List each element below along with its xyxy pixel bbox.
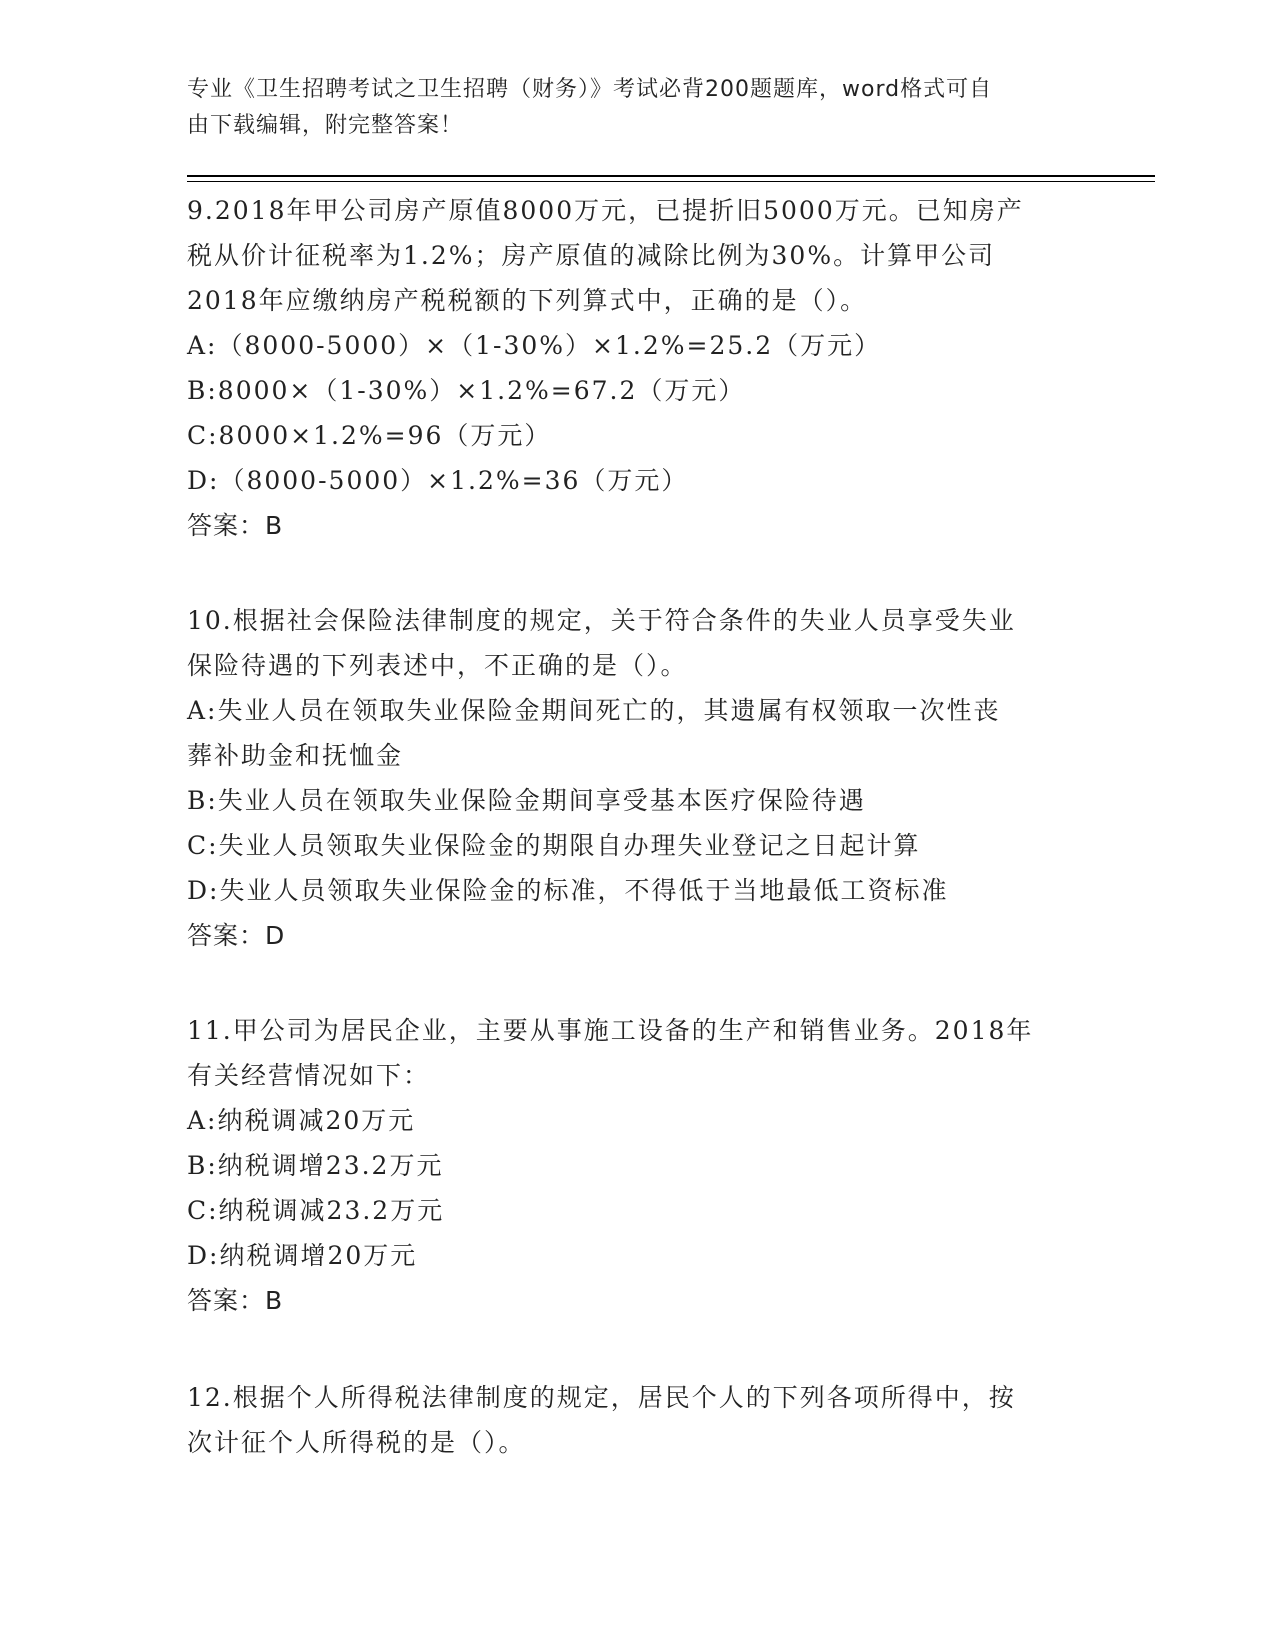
answer: 答案：B xyxy=(187,1286,284,1315)
option-d: D:纳税调增20万元 xyxy=(187,1241,418,1270)
option-a: A:（8000-5000）×（1-30%）×1.2%=25.2（万元） xyxy=(187,331,882,360)
option-a: A:纳税调减20万元 xyxy=(187,1106,416,1135)
answer: 答案：B xyxy=(187,511,284,540)
question-stem-line: 9.2018年甲公司房产原值8000万元，已提折旧5000万元。已知房产 xyxy=(187,196,1024,225)
header-title-line-1: 专业《卫生招聘考试之卫生招聘（财务）》考试必背200题题库，word格式可自 xyxy=(187,77,993,102)
question-11 xyxy=(187,1008,1087,1323)
question-12 xyxy=(187,1375,1087,1465)
question-stem-line: 10.根据社会保险法律制度的规定，关于符合条件的失业人员享受失业 xyxy=(187,606,1016,635)
option-c: C:8000×1.2%=96（万元） xyxy=(187,421,552,450)
header-title-line-2: 由下载编辑，附完整答案！ xyxy=(187,113,464,138)
answer: 答案：D xyxy=(187,921,286,950)
question-stem-line: 次计征个人所得税的是（）。 xyxy=(187,1428,526,1457)
option-d: D:（8000-5000）×1.2%=36（万元） xyxy=(187,466,689,495)
question-stem-line: 11.甲公司为居民企业，主要从事施工设备的生产和销售业务。2018年 xyxy=(187,1016,1034,1045)
option-d: D:失业人员领取失业保险金的标准，不得低于当地最低工资标准 xyxy=(187,876,949,905)
option-b: B:失业人员在领取失业保险金期间享受基本医疗保险待遇 xyxy=(187,786,866,815)
option-a-continued: 葬补助金和抚恤金 xyxy=(187,741,404,770)
option-a: A:失业人员在领取失业保险金期间死亡的，其遗属有权领取一次性丧 xyxy=(187,696,1001,725)
question-9 xyxy=(187,188,1087,548)
question-stem-line: 2018年应缴纳房产税税额的下列算式中，正确的是（）。 xyxy=(187,286,868,315)
option-b: B:8000×（1-30%）×1.2%=67.2（万元） xyxy=(187,376,746,405)
option-c: C:失业人员领取失业保险金的期限自办理失业登记之日起计算 xyxy=(187,831,921,860)
option-c: C:纳税调减23.2万元 xyxy=(187,1196,445,1225)
question-stem-line: 有关经营情况如下： xyxy=(187,1061,431,1090)
option-b: B:纳税调增23.2万元 xyxy=(187,1151,444,1180)
question-stem-line: 12.根据个人所得税法律制度的规定，居民个人的下列各项所得中，按 xyxy=(187,1383,1016,1412)
question-10 xyxy=(187,598,1087,958)
document-header xyxy=(187,72,1067,144)
header-divider-thin xyxy=(187,181,1155,182)
question-stem-line: 保险待遇的下列表述中，不正确的是（）。 xyxy=(187,651,688,680)
question-stem-line: 税从价计征税率为1.2%；房产原值的减除比例为30%。计算甲公司 xyxy=(187,241,996,270)
header-divider-thick xyxy=(187,175,1155,177)
